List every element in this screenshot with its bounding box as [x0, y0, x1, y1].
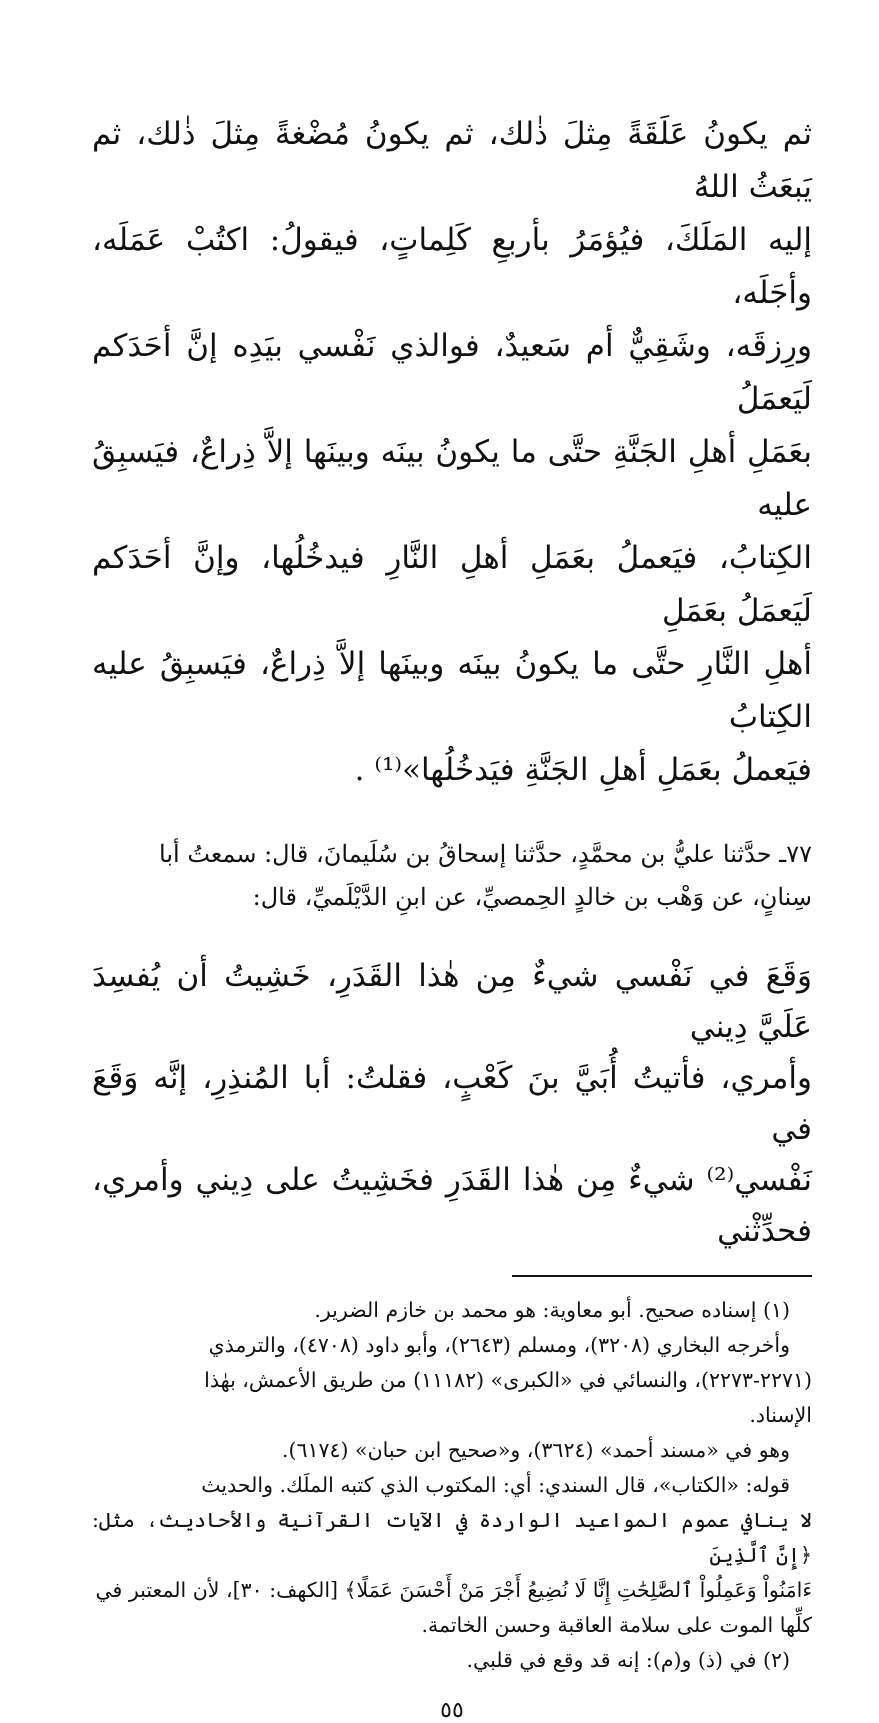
footnote-line: لا ينافي عموم المواعيد الواردة في الآيات القرآنية والأحاديث، مثل: ﴿إِنَّ ٱلَّذِينَ [92, 1508, 812, 1567]
footnote-line: وهو في «مسند أحمد» (٣٦٢٤)، و«صحيح ابن حبان» (٦١٧٤). [281, 1438, 790, 1462]
text-line: فيَعملُ بعَمَلِ أهلِ الجَنَّةِ فيَدخُلُها»⁽¹⁾ . [354, 752, 812, 788]
footnote-line: وأخرجه البخاري (٣٢٠٨)، ومسلم (٢٦٤٣)، وأبو داود (٤٧٠٨)، والترمذي [208, 1333, 790, 1357]
footnotes [92, 1293, 812, 1678]
text-line: وَقَعَ في نَفْسي شيءٌ مِن هٰذا القَدَرِ، خَشِيتُ أن يُفسِدَ عَلَيَّ دِيني [92, 958, 812, 1045]
hadith-77-isnad [92, 833, 812, 919]
text-line: ثم يكونُ عَلَقَةً مِثلَ ذٰلك، ثم يكونُ مُضْغةً مِثلَ ذٰلك، ثم يَبعَثُ اللهُ [92, 116, 812, 205]
footnote-line: قوله: «الكتاب»، قال السندي: أي: المكتوب الذي كتبه الملَك. والحديث [201, 1473, 790, 1497]
hadith-76-text [92, 108, 812, 797]
text-line: إليه المَلَكَ، فيُؤمَرُ بأربعِ كَلِماتٍ، فيقولُ: اكتُبْ عَمَلَه، وأجَلَه، [92, 222, 812, 311]
book-page [92, 108, 812, 1723]
footnote-line: ءَامَنُواْ وَعَمِلُواْ ٱلصَّٰلِحَٰتِ إِنَّا لَا نُضِيعُ أَجْرَ مَنْ أَحْسَنَ عَمَلًا﴾ [الكهف: ٣٠]، لأن المعتبر في [95, 1578, 812, 1602]
hadith-77-text [92, 951, 812, 1257]
footnote-line: (٢٢٧١-٢٢٧٣)، والنسائي في «الكبرى» (١١١٨٢) من طريق الأعمش، بهٰذا [204, 1368, 812, 1392]
footnote-2-line: (٢) في (ذ) و(م): إنه قد وقع في قلبي. [466, 1648, 790, 1672]
text-line: نَفْسي⁽²⁾ شيءٌ مِن هٰذا القَدَرِ فخَشِيتُ على دِيني وأمري، فحدِّثْني [92, 1162, 812, 1249]
text-line: ورِزقَه، وشَقِيٌّ أم سَعيدٌ، فوالذي نَفْسي بيَدِه إنَّ أحَدَكم لَيَعمَلُ [92, 328, 812, 417]
text-line: وأمري، فأتيتُ أُبَيَّ بنَ كَعْبٍ، فقلتُ: أبا المُنذِرِ، إنَّه وَقَعَ في [92, 1060, 812, 1147]
footnote-1-line: (١) إسناده صحيح. أبو معاوية: هو محمد بن خازم الضرير. [314, 1298, 790, 1322]
text-line: بعَمَلِ أهلِ الجَنَّةِ حتَّى ما يكونُ بينَه وبينَها إلاَّ ذِراعٌ، فيَسبِقُ عليه [92, 434, 812, 523]
text-line: الكِتابُ، فيَعملُ بعَمَلِ أهلِ النَّارِ فيدخُلُها، وإنَّ أحَدَكم لَيَعمَلُ بعَمَلِ [92, 540, 812, 629]
isnad-line: سِنانٍ، عن وَهْب بن خالدٍ الحِمصيِّ، عن ابنِ الدَّيْلَميِّ، قال: [252, 883, 812, 911]
page-number: ٥٥ [440, 1698, 464, 1723]
footnote-separator [512, 1275, 812, 1277]
footnote-line: الإسناد. [749, 1403, 812, 1427]
footnote-line: كلِّها الموت على سلامة العاقبة وحسن الخاتمة. [421, 1613, 812, 1637]
isnad-line: ٧٧ـ حدَّثنا عليُّ بن محمَّدٍ، حدَّثنا إسحاقُ بن سُلَيمانَ، قال: سمعتُ أبا [159, 840, 812, 868]
text-line: أهلِ النَّارِ حتَّى ما يكونُ بينَه وبينَها إلاَّ ذِراعٌ، فيَسبِقُ عليه الكِتابُ [92, 646, 812, 735]
